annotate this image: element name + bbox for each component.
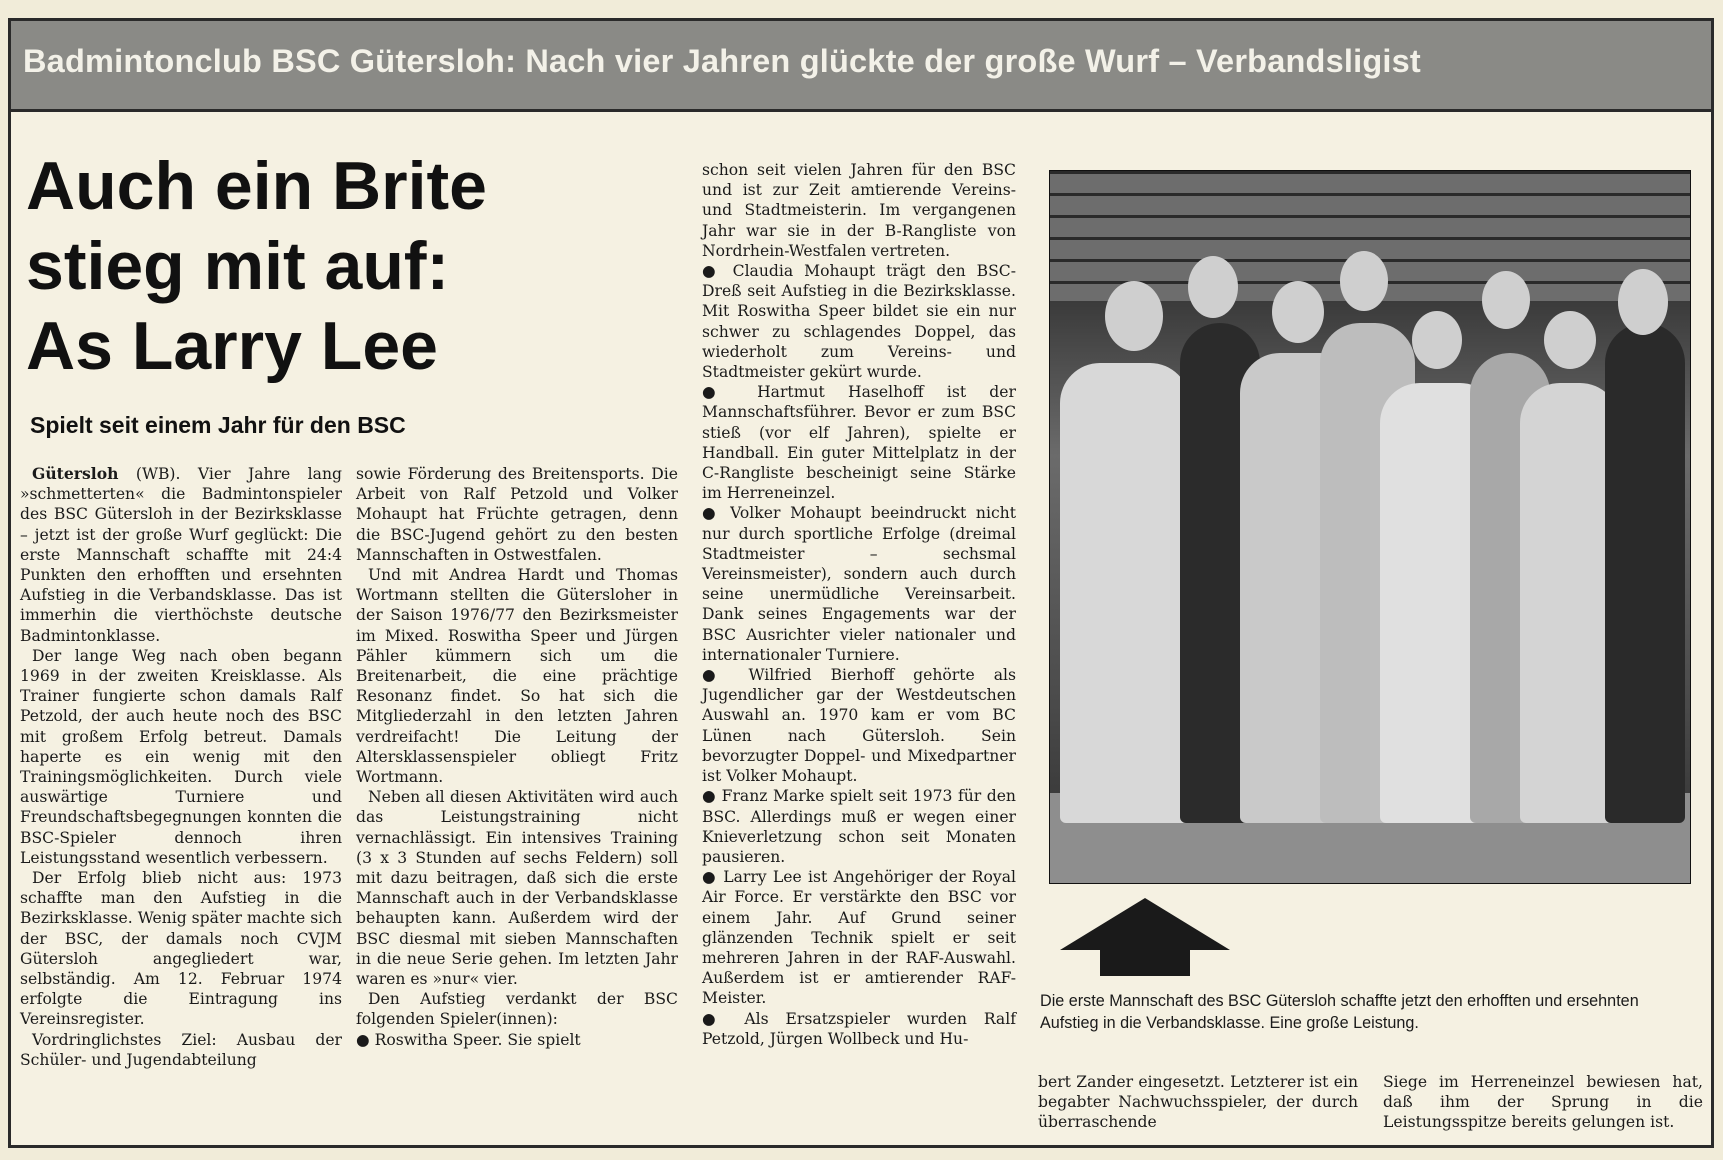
up-arrow-icon [1060, 898, 1230, 976]
paragraph: Und mit Andrea Hardt und Thomas Wortmann stellten die Gütersloher in der Saison 1976/77 den Bezirksmeister im Mixed. Roswitha Speer und Jürgen Pähler kümmern sich um die Breitenarbeit, die eine prächtige Resonanz findet. So hat sich die Mitgliederzahl in den letzten Jahren verdreifacht! Die Leitung der Altersklassenspieler obliegt Fritz Wortmann. [356, 566, 678, 787]
photo-person [1060, 363, 1190, 823]
photo-head [1340, 251, 1388, 311]
paragraph: bert Zander eingesetzt. Letzterer ist ein begabter Nachwuchsspieler, der durch überraschende [1038, 1073, 1358, 1132]
paragraph: Der Erfolg blieb nicht aus: 1973 schaffte man den Aufstieg in die Bezirksklasse. Wenig später machte sich der BSC, der damals noch CVJM Gütersloh angegliedert war, selbständig. Am 12. Februar 1974 erfolgte die Eintragung ins Vereinsregister. [20, 869, 342, 1029]
substitute-players: ● Als Ersatzspieler wurden Ralf Petzold, Jürgen Wollbeck und Hu- [702, 1009, 1016, 1049]
paragraph: sowie Förderung des Breitensports. Die Arbeit von Ralf Petzold und Volker Mohaupt hat Früchte getragen, denn die BSC-Jugend gehört zu den besten Mannschaften in Ostwestfalen. [356, 465, 678, 564]
article-column-4 [1038, 1072, 1358, 1133]
player-larry-lee: ● Larry Lee ist Angehöriger der Royal Air Force. Er verstärkte den BSC vor einem Jahr. Auf Grund seiner glänzenden Technik spielt er seit mehreren Jahren in der RAF-Auswahl. Außerdem ist er amtierender RAF-Meister. [702, 867, 1016, 1008]
headline-line-2: stieg mit auf: [26, 228, 450, 304]
paragraph [20, 464, 342, 646]
paragraph: Vordringlichstes Ziel: Ausbau der Schüler- und Jugendabteilung [20, 1030, 342, 1069]
photo-head [1412, 311, 1462, 369]
paragraph: Den Aufstieg verdankt der BSC folgenden Spieler(innen): [356, 990, 678, 1029]
photo-head [1482, 271, 1530, 329]
photo-person [1605, 323, 1685, 823]
banner [11, 21, 1711, 112]
paragraph: schon seit vielen Jahren für den BSC und ist zur Zeit amtierende Vereins- und Stadtmeisterin. Im vergangenen Jahr war sie in der B-Rangliste von Nordrhein-Westfalen vertreten. [702, 161, 1016, 260]
headline [26, 146, 626, 386]
team-photo [1049, 170, 1691, 884]
player-roswitha-speer: ● Roswitha Speer. Sie spielt [356, 1030, 678, 1050]
article-column-5 [1383, 1072, 1703, 1133]
player-wilfried-bierhoff: ● Wilfried Bierhoff gehörte als Jugendlicher gar der Westdeutschen Auswahl an. 1970 kam er vom BC Lünen nach Gütersloh. Sein bevorzugter Doppel- und Mixedpartner ist Volker Mohaupt. [702, 665, 1016, 786]
article-column-2 [356, 464, 678, 1050]
paragraph: Neben all diesen Aktivitäten wird auch das Leistungstraining nicht vernachlässigt. Ein intensives Training (3 x 3 Stunden auf sechs Feldern) soll mit dazu beitragen, daß sich die erste Mannschaft auch in der Verbandsklasse behaupten kann. Außerdem wird der BSC diesmal mit sieben Mannschaften in die neue Serie gehen. Im letzten Jahr waren es »nur« vier. [356, 788, 678, 989]
headline-line-1: Auch ein Brite [26, 148, 487, 224]
paragraph-text: (WB). Vier Jahre lang »schmetterten« die Badmintonspieler des BSC Gütersloh in der Bezirksklasse – jetzt ist der große Wurf geglückt: Die erste Mannschaft schaffte mit 24:4 Punkten den erhofften und ersehnten Aufstieg in die Verbandsklasse. Das ist immerhin die vierthöchste deutsche Badmintonklasse. [20, 465, 342, 645]
player-franz-marke: ● Franz Marke spielt seit 1973 für den BSC. Allerdings muß er wegen einer Knieverletzung schon seit Monaten pausieren. [702, 786, 1016, 867]
headline-line-3: As Larry Lee [26, 308, 438, 384]
photo-head [1105, 281, 1163, 351]
player-volker-mohaupt: ● Volker Mohaupt beeindruckt nicht nur durch sportliche Erfolge (dreimal Stadtmeister – sechsmal Vereinsmeister), sondern auch durch seine unermüdliche Vereinsarbeit. Dank seines Engagements war der BSC Ausrichter vieler nationaler und internationaler Turniere. [702, 503, 1016, 665]
banner-title: Badmintonclub BSC Gütersloh: Nach vier Jahren glückte der große Wurf – Verbandsligist [23, 43, 1421, 79]
subheadline: Spielt seit einem Jahr für den BSC [30, 412, 406, 438]
article-column-1 [20, 464, 342, 1070]
player-claudia-mohaupt: ● Claudia Mohaupt trägt den BSC-Dreß seit Aufstieg in die Bezirksklasse. Mit Roswitha Speer bildet sie ein nur schwer zu schlagendes Doppel, das wiederholt zum Vereins- und Stadtmeister gekürt wurde. [702, 261, 1016, 382]
paragraph: Siege im Herreneinzel bewiesen hat, daß ihm der Sprung in die Leistungsspitze bereits gelungen ist. [1383, 1073, 1703, 1132]
photo-head [1544, 311, 1596, 369]
paragraph: Der lange Weg nach oben begann 1969 in der zweiten Kreisklasse. Als Trainer fungierte schon damals Ralf Petzold, der auch heute noch des BSC mit großem Erfolg betreut. Damals haperte es ein wenig mit den Trainingsmöglichkeiten. Durch viele auswärtige Turniere und Freundschaftsbegegnungen konnten die BSC-Spieler dennoch ihren Leistungsstand wesentlich verbessern. [20, 646, 342, 867]
photo-head [1188, 256, 1238, 318]
dateline: Gütersloh [32, 464, 119, 483]
photo-head [1618, 269, 1668, 335]
photo-head [1272, 281, 1324, 343]
player-hartmut-haselhoff: ● Hartmut Haselhoff ist der Mannschaftsführer. Bevor er zum BSC stieß (vor elf Jahren), spielte er Handball. Ein guter Mittelplatz in der C-Rangliste bescheinigt seine Stärke im Herreneinzel. [702, 382, 1016, 503]
article-column-3 [702, 160, 1016, 1049]
photo-caption: Die erste Mannschaft des BSC Gütersloh schaffte jetzt den erhofften und ersehnten Aufstieg in die Verbandsklasse. Eine große Leistung. [1040, 992, 1639, 1032]
